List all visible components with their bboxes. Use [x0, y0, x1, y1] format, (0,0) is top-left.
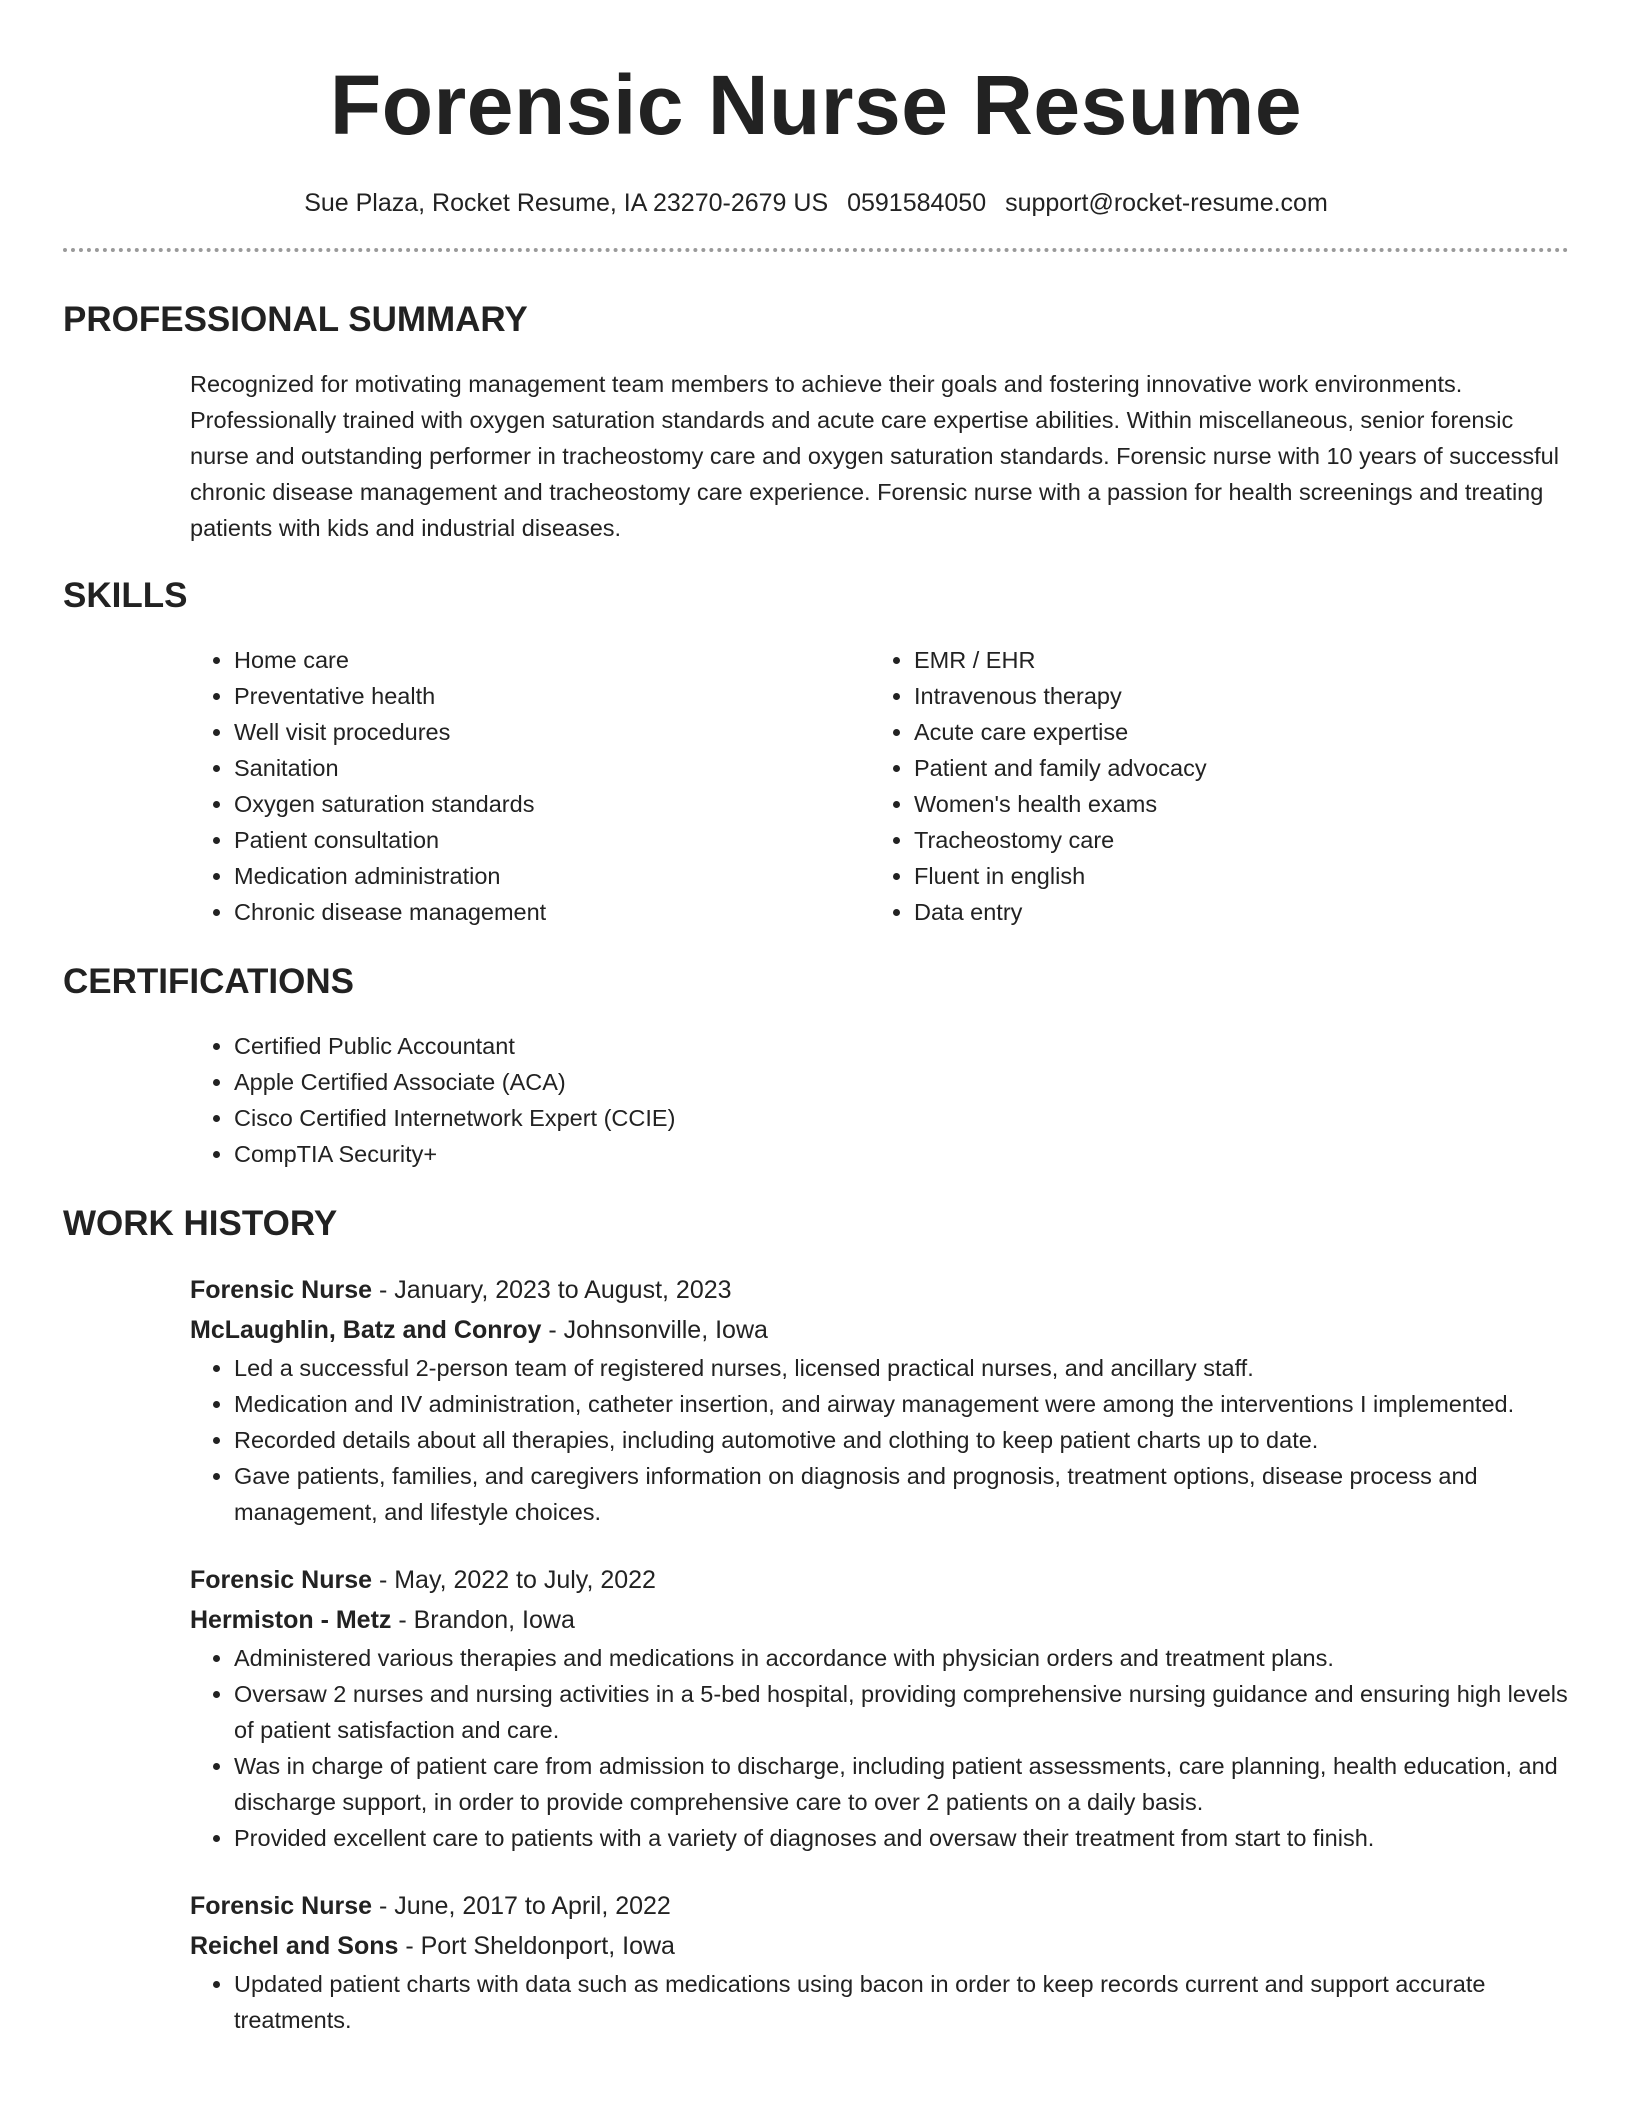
- skills-section: [63, 642, 1569, 930]
- skill-item: • Acute care expertise: [914, 714, 1550, 750]
- resume-title: Forensic Nurse Resume: [329, 58, 1303, 152]
- job-entry: [190, 1560, 1569, 1856]
- contact-address: Sue Plaza, Rocket Resume, IA 23270-2679 US: [304, 189, 829, 217]
- certification-item: • Cisco Certified Internetwork Expert (CCIE): [234, 1100, 1569, 1136]
- certification-item: • Apple Certified Associate (ACA): [234, 1064, 1569, 1100]
- work-history-section: [63, 1270, 1569, 2038]
- skill-item: • Intravenous therapy: [914, 678, 1550, 714]
- skill-item: • Oxygen saturation standards: [234, 786, 870, 822]
- skill-item: • Medication administration: [234, 858, 870, 894]
- resume-header: [63, 0, 1569, 220]
- job-title-line: [190, 1560, 1569, 1600]
- certification-item: • Certified Public Accountant: [234, 1028, 1569, 1064]
- work-history-heading: WORK HISTORY: [63, 1204, 338, 1243]
- skill-item: • Fluent in english: [914, 858, 1550, 894]
- skills-heading: SKILLS: [63, 576, 188, 615]
- summary-heading: PROFESSIONAL SUMMARY: [63, 300, 528, 339]
- job-bullet: • Provided excellent care to patients with a variety of diagnoses and oversaw their treatment from start to finish.: [234, 1820, 1569, 1856]
- skill-item: • Preventative health: [234, 678, 870, 714]
- skill-item: • Women's health exams: [914, 786, 1550, 822]
- job-location: - Port Sheldonport, Iowa: [398, 1932, 675, 1960]
- job-bullets: [190, 1966, 1569, 2038]
- certifications-section: [63, 1028, 1569, 1172]
- job-bullet: • Gave patients, families, and caregivers information on diagnosis and prognosis, treatment options, disease process and management, and lifestyle choices.: [234, 1458, 1569, 1530]
- job-entry: [190, 1886, 1569, 2038]
- skill-item: • Patient consultation: [234, 822, 870, 858]
- job-location: - Brandon, Iowa: [391, 1606, 575, 1634]
- header-divider: [63, 248, 1569, 252]
- job-company: Hermiston - Metz: [190, 1606, 392, 1634]
- job-company-line: [190, 1926, 1569, 1966]
- contact-phone: 0591584050: [847, 189, 987, 217]
- job-bullet: • Was in charge of patient care from admission to discharge, including patient assessments, care planning, health education, and discharge support, in order to provide comprehensive care to over 2 patients on a daily basis.: [234, 1748, 1569, 1820]
- skill-item: • EMR / EHR: [914, 642, 1550, 678]
- job-role: Forensic Nurse: [190, 1566, 373, 1594]
- certification-item: • CompTIA Security+: [234, 1136, 1569, 1172]
- skill-item: • Data entry: [914, 894, 1550, 930]
- job-bullet: • Updated patient charts with data such as medications using bacon in order to keep records current and support accurate treatments.: [234, 1966, 1569, 2038]
- contact-line: [63, 186, 1569, 220]
- job-title-line: [190, 1886, 1569, 1926]
- skill-item: • Patient and family advocacy: [914, 750, 1550, 786]
- skill-item: • Chronic disease management: [234, 894, 870, 930]
- job-dates: - June, 2017 to April, 2022: [372, 1892, 671, 1920]
- job-company-line: [190, 1600, 1569, 1640]
- job-entry: [190, 1270, 1569, 1530]
- job-company-line: [190, 1310, 1569, 1350]
- summary-section: [63, 366, 1569, 546]
- skill-item: • Home care: [234, 642, 870, 678]
- job-bullet: • Administered various therapies and medications in accordance with physician orders and treatment plans.: [234, 1640, 1569, 1676]
- job-bullet: • Oversaw 2 nurses and nursing activities in a 5-bed hospital, providing comprehensive nursing guidance and ensuring high levels of patient satisfaction and care.: [234, 1676, 1569, 1748]
- job-role: Forensic Nurse: [190, 1276, 373, 1304]
- job-title-line: [190, 1270, 1569, 1310]
- job-dates: - January, 2023 to August, 2023: [372, 1276, 732, 1304]
- job-bullet: • Led a successful 2-person team of registered nurses, licensed practical nurses, and ancillary staff.: [234, 1350, 1569, 1386]
- job-bullet: • Medication and IV administration, catheter insertion, and airway management were among the interventions I implemented.: [234, 1386, 1569, 1422]
- skill-item: • Tracheostomy care: [914, 822, 1550, 858]
- job-bullets: [190, 1640, 1569, 1856]
- job-bullet: • Recorded details about all therapies, including automotive and clothing to keep patient charts up to date.: [234, 1422, 1569, 1458]
- skills-column-left: [190, 642, 870, 930]
- skill-item: • Sanitation: [234, 750, 870, 786]
- job-location: - Johnsonville, Iowa: [541, 1316, 768, 1344]
- contact-email: support@rocket-resume.com: [1005, 189, 1328, 217]
- summary-text: Recognized for motivating management team members to achieve their goals and fostering innovative work environments. Professionally trained with oxygen saturation standards and acute care expertise abilities. Within miscellaneous, senior forensic nurse and outstanding performer in tracheostomy care and oxygen saturation standards. Forensic nurse with 10 years of successful chronic disease management and tracheostomy care experience. Forensic nurse with a passion for health screenings and treating patients with kids and industrial diseases.: [190, 371, 1559, 541]
- skill-item: • Well visit procedures: [234, 714, 870, 750]
- job-dates: - May, 2022 to July, 2022: [372, 1566, 656, 1594]
- job-company: McLaughlin, Batz and Conroy: [190, 1316, 542, 1344]
- certifications-heading: CERTIFICATIONS: [63, 962, 355, 1001]
- job-role: Forensic Nurse: [190, 1892, 373, 1920]
- job-bullets: [190, 1350, 1569, 1530]
- job-company: Reichel and Sons: [190, 1932, 399, 1960]
- skills-column-right: [870, 642, 1550, 930]
